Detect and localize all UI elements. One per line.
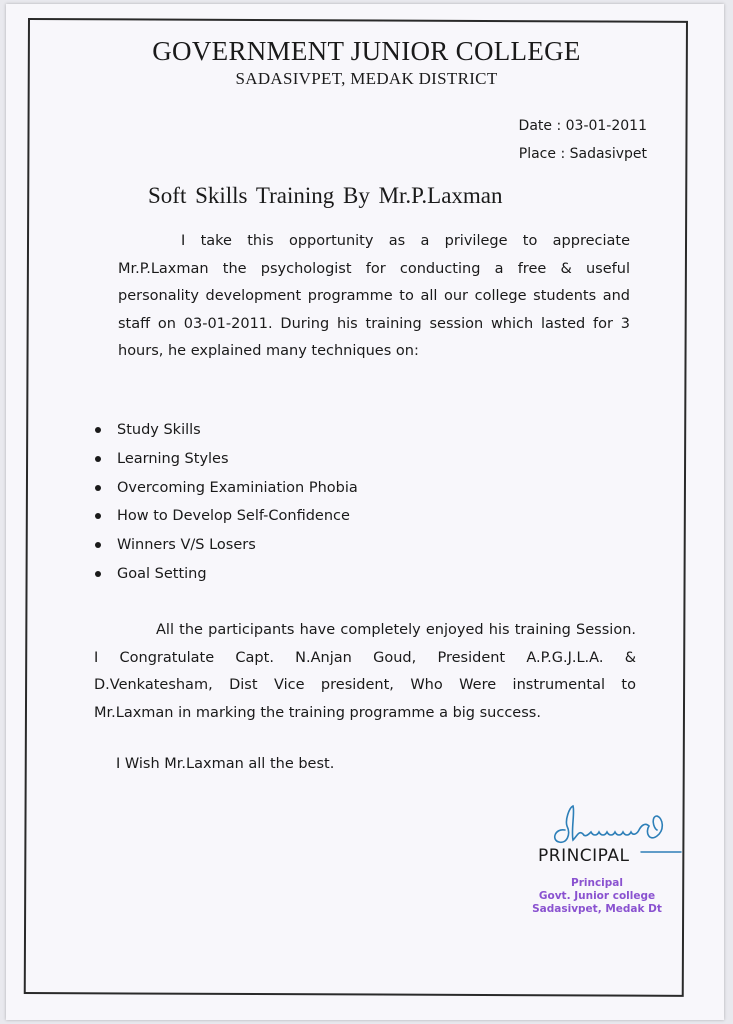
bullet-dot-icon [95, 485, 101, 491]
list-item-label: How to Develop Self-Confidence [117, 508, 350, 525]
bullet-dot-icon [95, 427, 101, 433]
list-item-label: Winners V/S Losers [117, 537, 256, 554]
stamp-line: Principal [571, 877, 623, 889]
date-line: Date : 03-01-2011 [518, 118, 647, 134]
congratulations-paragraph: All the participants have completely enjoyed his training Session. I Congratulate Capt. N.Anjan Goud, President A.P.G.J.L.A. & D.Venkatesham, Dist Vice president, Who Were instrumental to Mr.Laxman in marking the training programme a big success. [94, 622, 636, 721]
list-item [92, 560, 358, 589]
bullet-dot-icon [95, 571, 101, 577]
techniques-list [92, 416, 358, 589]
stamp-line: Sadasivpet, Medak Dt [532, 903, 662, 915]
list-item-label: Goal Setting [117, 565, 207, 582]
stamp-line: Govt. Junior college [538, 890, 656, 902]
list-item [92, 474, 358, 503]
principal-stamp [522, 877, 672, 916]
place-line: Place : Sadasivpet [518, 146, 647, 162]
list-item [92, 416, 358, 445]
college-name: GOVERNMENT JUNIOR COLLEGE [152, 36, 581, 66]
list-item [92, 445, 358, 474]
list-item-label: Study Skills [117, 422, 201, 438]
list-item [92, 531, 358, 560]
bullet-dot-icon [95, 513, 101, 519]
college-place: SADASIVPET, MEDAK DISTRICT [235, 69, 498, 88]
list-item [92, 502, 358, 531]
document-title: Soft Skills Training By Mr.P.Laxman [148, 183, 503, 208]
list-item-label: Overcoming Examiniation Phobia [117, 479, 358, 496]
list-item-label: Learning Styles [117, 450, 229, 467]
closing-line: I Wish Mr.Laxman all the best. [116, 756, 335, 772]
signatory-title: PRINCIPAL [538, 846, 630, 866]
bullet-dot-icon [95, 542, 101, 548]
bullet-dot-icon [95, 456, 101, 462]
intro-paragraph: I take this opportunity as a privilege to appreciate Mr.P.Laxman the psychologist for conducting a free & useful personality development programme to all our college students and staff on 03-01-2011. During his training session which lasted for 3 hours, he explained many techniques on: [118, 233, 630, 359]
